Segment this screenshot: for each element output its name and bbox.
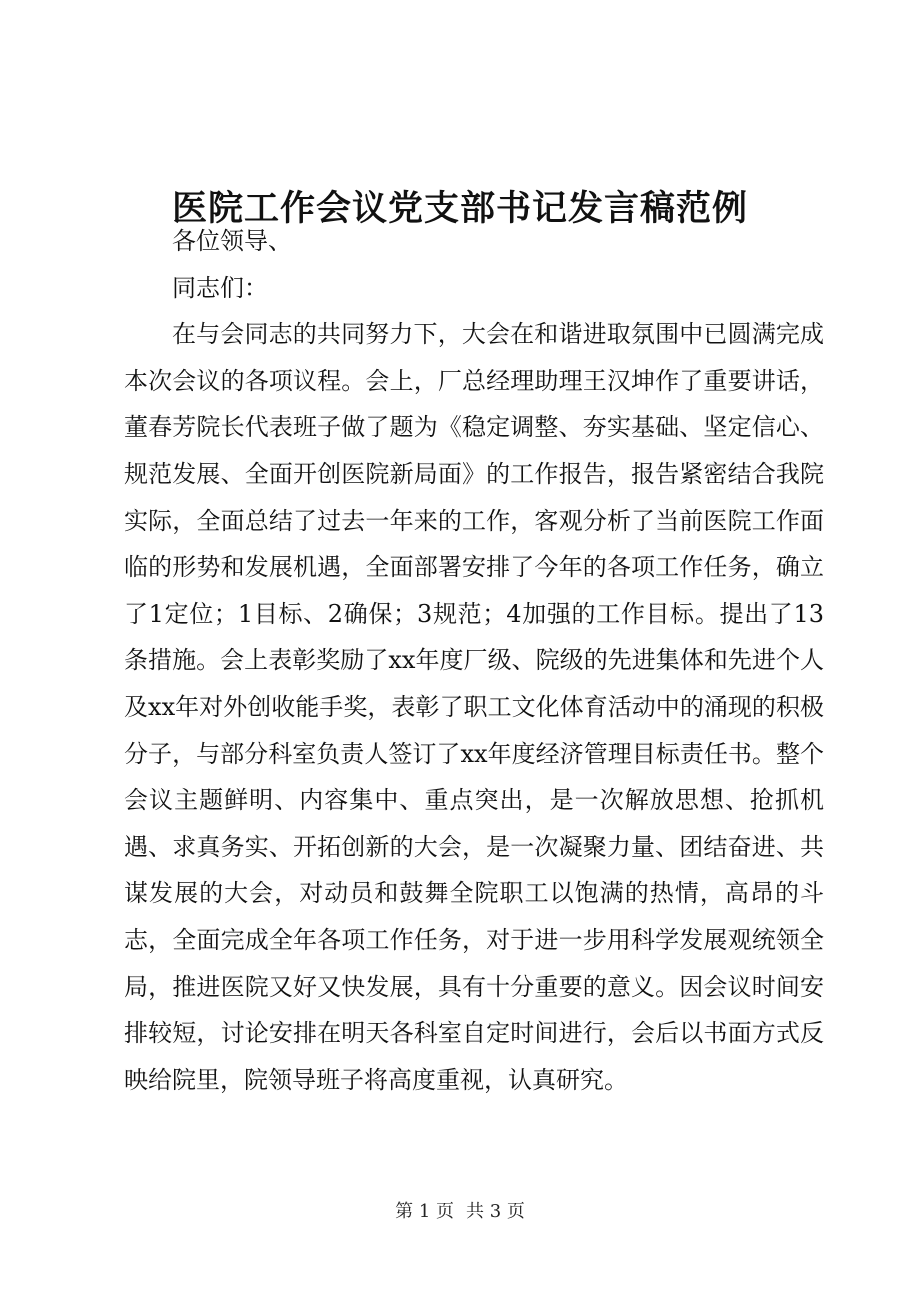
document-title: 医院工作会议党支部书记发言稿范例 [171,188,748,230]
greeting-line-2: 同志们： [172,273,268,302]
greeting-line-1: 各位领导、 [172,227,292,255]
page-number-current: 第 1 页 [395,1201,454,1222]
body-paragraph: 在与会同志的共同努力下，大会在和谐进取氛围中已圆满完成本次会议的各项议程。会上，厂总经理助理王汉坤作了重要讲话，董春芳院长代表班子做了题为《稳定调整、夯实基础、坚定信心、规范发展、全面开创医院新局面》的工作报告，报告紧密结合我院实际，全面总结了过去一年来的工作，客观分析了当前医院工作面临的形势和发展机遇，全面部署安排了今年的各项工作任务，确立了1定位；1目标、2确保；3规范；4加强的工作目标。提出了13条措施。会上表彰奖励了xx年度厂级、院级的先进集体和先进个人及xx年对外创收能手奖，表彰了职工文化体育活动中的涌现的积极分子，与部分科室负责人签订了xx年度经济管理目标责任书。整个会议主题鲜明、内容集中、重点突出，是一次解放思想、抢抓机遇、求真务实、开拓创新的大会，是一次凝聚力量、团结奋进、共谋发展的大会，对动员和鼓舞全院职工以饱满的热情，高昂的斗志，全面完成全年各项工作任务，对于进一步用科学发展观统领全局，推进医院又好又快发展，具有十分重要的意义。因会议时间安排较短，讨论安排在明天各科室自定时间进行，会后以书面方式反映给院里，院领导班子将高度重视，认真研究。 [124,320,824,1094]
page-number-total: 共 3 页 [466,1201,525,1222]
page-footer [0,1198,920,1226]
document-body [124,218,824,1103]
